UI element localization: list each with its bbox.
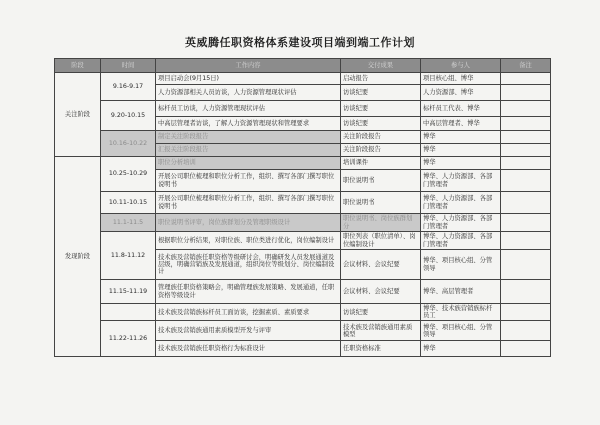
phase-cell: 关注阶段 [55, 73, 101, 157]
deliverable-cell: 关注阶段报告 [341, 144, 421, 157]
content-cell: 汇报关注阶段报告 [156, 144, 341, 157]
content-cell: 标杆员工访谈，人力资源管理现状评估 [156, 101, 341, 117]
deliverable-cell: 培训课件 [341, 157, 421, 170]
time-cell: 10.25-10.29 [101, 157, 156, 192]
deliverable-cell: 职位说明书 [341, 192, 421, 214]
header-row [55, 59, 551, 73]
note-cell [501, 117, 551, 131]
content-cell: 制定关注阶段报告 [156, 131, 341, 144]
content-cell: 管理族任职资格策略会，明确管理族发展策略、发展通道，任职资格等级设计 [156, 280, 341, 304]
header-content: 工作内容 [156, 59, 341, 73]
table-row [55, 280, 551, 304]
header-note: 备注 [501, 59, 551, 73]
table-row [55, 73, 551, 85]
header-deliverable: 交付成果 [341, 59, 421, 73]
participants-cell: 人力资源部、博华 [421, 85, 501, 101]
table-row [55, 304, 551, 321]
participants-cell: 博华 [421, 131, 501, 144]
deliverable-cell: 职位说明书、岗位族群划分 [341, 214, 421, 232]
table-row [55, 131, 551, 144]
time-cell: 11.15-11.19 [101, 280, 156, 304]
participants-cell: 博华、项目核心组、分管领导 [421, 250, 501, 280]
note-cell [501, 192, 551, 214]
phase-cell: 发现阶段 [55, 157, 101, 357]
document-title: 英威腾任职资格体系建设项目端到端工作计划 [185, 36, 415, 49]
work-plan-table [54, 58, 551, 357]
deliverable-cell: 关注阶段报告 [341, 131, 421, 144]
content-cell: 中高层管理者访谈，了解人力资源管理现状和管理要求 [156, 117, 341, 131]
note-cell [501, 280, 551, 304]
participants-cell: 博华、人力资源部、各部门管理者 [421, 192, 501, 214]
deliverable-cell: 访谈纪要 [341, 304, 421, 321]
deliverable-cell: 访谈纪要 [341, 85, 421, 101]
deliverable-cell: 启动报告 [341, 73, 421, 85]
deliverable-cell: 职位说明书 [341, 170, 421, 192]
participants-cell: 博华、人力资源部、各部门管理者 [421, 214, 501, 232]
table-row [55, 101, 551, 117]
time-cell: 11.8-11.12 [101, 232, 156, 280]
participants-cell: 博华 [421, 341, 501, 357]
note-cell [501, 250, 551, 280]
note-cell [501, 73, 551, 85]
participants-cell: 标杆员工代表、博华 [421, 101, 501, 117]
header-phase: 阶段 [55, 59, 101, 73]
participants-cell: 中高层管理者、博华 [421, 117, 501, 131]
deliverable-cell: 技术族及营销族通用素质模型 [341, 321, 421, 341]
content-cell: 技术族及营销族任职资格等级研讨会，明确研发人员发展通道及层级，明确营销族及发展通道，组织岗位等级划分、岗位编制设计 [156, 250, 341, 280]
time-cell [101, 304, 156, 321]
table-row [55, 232, 551, 250]
note-cell [501, 321, 551, 341]
content-cell: 根据职位分析结果，对职位族、职位类进行优化，岗位编制设计 [156, 232, 341, 250]
content-cell: 职位分析培训 [156, 157, 341, 170]
deliverable-cell: 访谈纪要 [341, 101, 421, 117]
note-cell [501, 232, 551, 250]
content-cell: 开展公司职位梳理和职位分析工作，组织、撰写各部门撰写职位说明书 [156, 170, 341, 192]
table-row [55, 214, 551, 232]
participants-cell: 博华、技术族营销族标杆员工 [421, 304, 501, 321]
participants-cell: 项目核心组、博华 [421, 73, 501, 85]
note-cell [501, 341, 551, 357]
participants-cell: 博华、高层管理者 [421, 280, 501, 304]
content-cell: 技术族及营销族标杆员工面访谈，挖掘素质、素质要求 [156, 304, 341, 321]
note-cell [501, 304, 551, 321]
time-cell: 11.22-11.26 [101, 321, 156, 357]
deliverable-cell: 任职资格标准 [341, 341, 421, 357]
deliverable-cell: 会议材料、会议纪要 [341, 250, 421, 280]
table-row [55, 192, 551, 214]
table-row [55, 157, 551, 170]
note-cell [501, 214, 551, 232]
note-cell [501, 101, 551, 117]
time-cell: 9.20-10.15 [101, 101, 156, 131]
deliverable-cell: 访谈纪要 [341, 117, 421, 131]
content-cell: 开展公司职位梳理和职位分析工作，组织、撰写各部门撰写职位说明书 [156, 192, 341, 214]
header-participants: 参与人 [421, 59, 501, 73]
participants-cell: 博华、项目核心组、分管领导 [421, 321, 501, 341]
note-cell [501, 85, 551, 101]
deliverable-cell: 会议材料、会议纪要 [341, 280, 421, 304]
note-cell [501, 170, 551, 192]
participants-cell: 博华 [421, 157, 501, 170]
note-cell [501, 131, 551, 144]
content-cell: 人力资源部相关人员访谈，人力资源管理现状评估 [156, 85, 341, 101]
content-cell: 职位说明书评审，岗位族群划分及管理职级设计 [156, 214, 341, 232]
note-cell [501, 157, 551, 170]
participants-cell: 博华、人力资源部、各部门管理者 [421, 232, 501, 250]
time-cell: 10.16-10.22 [101, 131, 156, 157]
header-time: 时间 [101, 59, 156, 73]
time-cell: 9.16-9.17 [101, 73, 156, 101]
time-cell: 11.1-11.5 [101, 214, 156, 232]
deliverable-cell: 职位列表（职位清单）、岗位编制设计 [341, 232, 421, 250]
participants-cell: 博华、人力资源部、各部门管理者 [421, 170, 501, 192]
time-cell: 10.11-10.15 [101, 192, 156, 214]
content-cell: 技术族及营销族通用素质模型开发与评审 [156, 321, 341, 341]
table-row [55, 321, 551, 341]
content-cell: 技术族及营销族任职资格行为标准设计 [156, 341, 341, 357]
note-cell [501, 144, 551, 157]
participants-cell: 博华 [421, 144, 501, 157]
content-cell: 项目启动会(9月15日) [156, 73, 341, 85]
